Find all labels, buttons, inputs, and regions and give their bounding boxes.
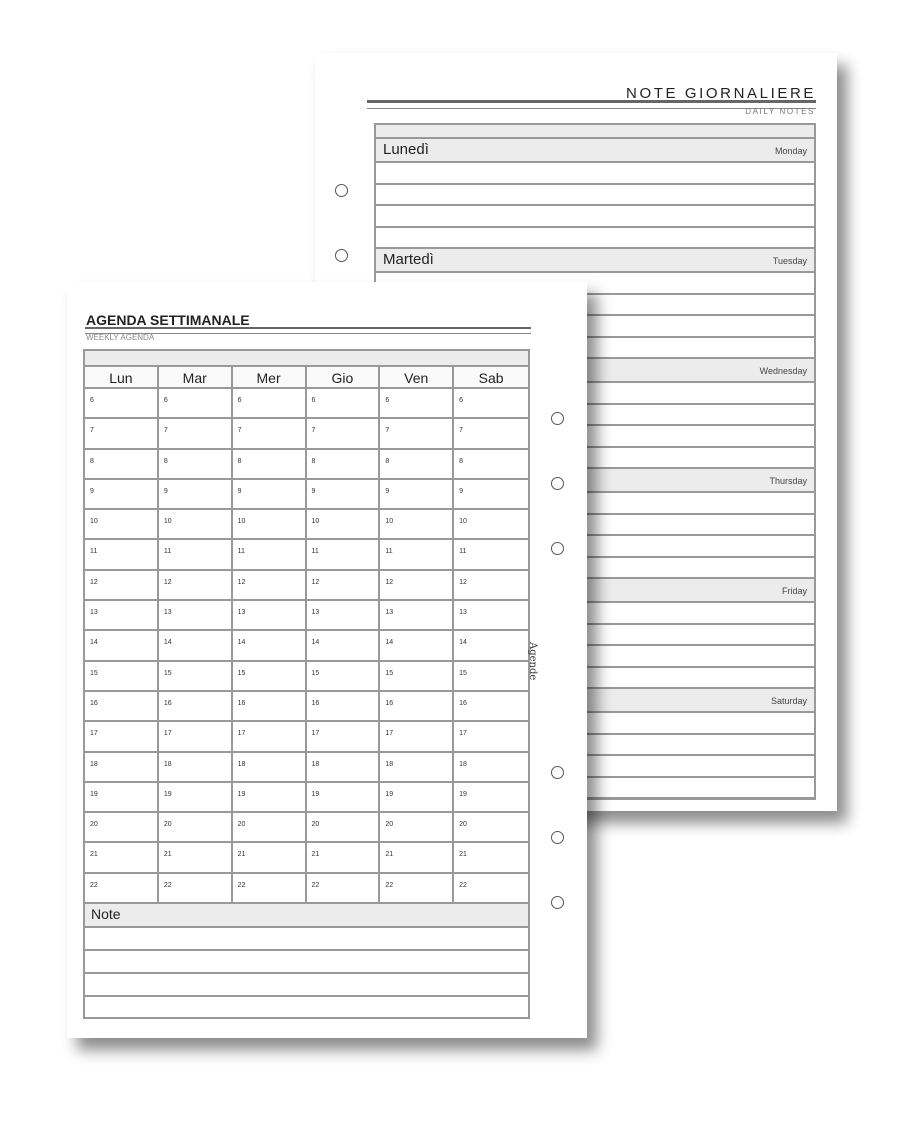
binder-hole	[551, 831, 564, 844]
hour-cell: 22	[380, 874, 454, 904]
hour-cell: 10	[159, 510, 233, 540]
hour-cell: 17	[454, 722, 528, 752]
note-line	[85, 951, 528, 974]
hour-cell: 20	[454, 813, 528, 843]
hour-cell: 7	[85, 419, 159, 449]
note-line	[376, 228, 814, 250]
day-name-en: Monday	[774, 146, 807, 156]
hour-cell: 8	[380, 450, 454, 480]
hour-cell: 21	[380, 843, 454, 873]
daily-notes-subtitle: DAILY NOTES	[745, 107, 815, 116]
day-name-it: Martedì	[383, 251, 434, 268]
hour-cell: 20	[380, 813, 454, 843]
hour-cell: 9	[233, 480, 307, 510]
hour-cell: 8	[159, 450, 233, 480]
note-line	[376, 163, 814, 185]
hour-cell: 6	[159, 389, 233, 419]
day-name-it: Lunedì	[383, 141, 429, 158]
hour-cell: 13	[233, 601, 307, 631]
day-header-cell: Ven	[380, 367, 454, 389]
hour-cell: 10	[85, 510, 159, 540]
hour-cell: 12	[85, 571, 159, 601]
frame-header-strip	[376, 125, 814, 139]
hour-cell: 22	[454, 874, 528, 904]
hour-cell: 6	[380, 389, 454, 419]
weekly-agenda-subtitle: WEEKLY AGENDA	[86, 333, 155, 342]
hour-cell: 20	[85, 813, 159, 843]
hour-cell: 12	[380, 571, 454, 601]
day-name-en: Tuesday	[772, 256, 807, 266]
hour-cell: 11	[85, 540, 159, 570]
day-name-en: Saturday	[770, 696, 807, 706]
note-line	[85, 997, 528, 1020]
hour-cell: 9	[307, 480, 381, 510]
hour-cell: 18	[85, 753, 159, 783]
weekly-agenda-frame	[83, 349, 530, 1019]
binder-hole	[551, 896, 564, 909]
note-line	[376, 206, 814, 228]
weekly-agenda-title: AGENDA SETTIMANALE	[86, 312, 250, 328]
hour-cell: 8	[233, 450, 307, 480]
hour-cell: 17	[380, 722, 454, 752]
hour-cell: 19	[454, 783, 528, 813]
note-line	[85, 928, 528, 951]
day-header-cell: Sab	[454, 367, 528, 389]
brand-logo: Agende	[527, 642, 538, 681]
hour-cell: 10	[454, 510, 528, 540]
hour-cell: 14	[307, 631, 381, 661]
day-header-cell: Mer	[233, 367, 307, 389]
hour-cell: 7	[454, 419, 528, 449]
hour-cell: 11	[454, 540, 528, 570]
hour-cell: 15	[454, 662, 528, 692]
hour-cell: 12	[159, 571, 233, 601]
hour-cell: 18	[380, 753, 454, 783]
hour-cell: 19	[233, 783, 307, 813]
hour-cell: 8	[85, 450, 159, 480]
hour-cell: 16	[454, 692, 528, 722]
hour-cell: 13	[307, 601, 381, 631]
day-name-en: Thursday	[769, 476, 807, 486]
hour-cell: 21	[454, 843, 528, 873]
hour-cell: 20	[307, 813, 381, 843]
hour-cell: 21	[233, 843, 307, 873]
notes-header	[85, 904, 528, 928]
hour-cell: 10	[380, 510, 454, 540]
hour-cell: 16	[380, 692, 454, 722]
hour-cell: 7	[159, 419, 233, 449]
hour-cell: 11	[307, 540, 381, 570]
hour-cell: 14	[85, 631, 159, 661]
hour-cell: 11	[159, 540, 233, 570]
hour-cell: 6	[233, 389, 307, 419]
note-line	[376, 185, 814, 207]
day-name-en: Friday	[781, 586, 807, 596]
frame-header-strip	[85, 351, 528, 367]
hour-cell: 13	[380, 601, 454, 631]
hour-cell: 11	[380, 540, 454, 570]
hour-cell: 18	[307, 753, 381, 783]
hour-cell: 18	[454, 753, 528, 783]
binder-hole	[335, 249, 348, 262]
hour-cell: 9	[159, 480, 233, 510]
hour-cell: 21	[159, 843, 233, 873]
hour-cell: 14	[233, 631, 307, 661]
binder-hole	[551, 412, 564, 425]
hour-cell: 20	[233, 813, 307, 843]
binder-hole	[335, 184, 348, 197]
hour-cell: 9	[85, 480, 159, 510]
agenda-grid	[85, 367, 528, 904]
hour-cell: 17	[307, 722, 381, 752]
hour-cell: 6	[307, 389, 381, 419]
hour-cell: 10	[307, 510, 381, 540]
hour-cell: 12	[454, 571, 528, 601]
hour-cell: 19	[85, 783, 159, 813]
hour-cell: 16	[159, 692, 233, 722]
hour-cell: 15	[159, 662, 233, 692]
hour-cell: 19	[380, 783, 454, 813]
day-header-cell: Lun	[85, 367, 159, 389]
hour-cell: 14	[159, 631, 233, 661]
hour-cell: 8	[454, 450, 528, 480]
hour-cell: 20	[159, 813, 233, 843]
hour-cell: 14	[380, 631, 454, 661]
hour-cell: 15	[233, 662, 307, 692]
hour-cell: 18	[159, 753, 233, 783]
hour-cell: 19	[307, 783, 381, 813]
hour-cell: 6	[85, 389, 159, 419]
hour-cell: 17	[233, 722, 307, 752]
hour-cell: 13	[454, 601, 528, 631]
hour-cell: 16	[233, 692, 307, 722]
binder-hole	[551, 766, 564, 779]
hour-cell: 10	[233, 510, 307, 540]
notes-label: Note	[91, 906, 121, 923]
hour-cell: 13	[159, 601, 233, 631]
daily-notes-title: NOTE GIORNALIERE	[626, 85, 816, 102]
binder-hole	[551, 542, 564, 555]
hour-cell: 9	[380, 480, 454, 510]
hour-cell: 21	[85, 843, 159, 873]
day-header-cell: Mar	[159, 367, 233, 389]
hour-cell: 21	[307, 843, 381, 873]
hour-cell: 8	[307, 450, 381, 480]
note-line	[85, 974, 528, 997]
day-name-en: Wednesday	[759, 366, 807, 376]
hour-cell: 15	[85, 662, 159, 692]
hour-cell: 16	[307, 692, 381, 722]
hour-cell: 22	[233, 874, 307, 904]
weekly-agenda-sheet	[67, 282, 587, 1038]
hour-cell: 12	[233, 571, 307, 601]
day-block	[376, 139, 814, 249]
hour-cell: 7	[233, 419, 307, 449]
hour-cell: 12	[307, 571, 381, 601]
hour-cell: 22	[85, 874, 159, 904]
hour-cell: 6	[454, 389, 528, 419]
hour-cell: 15	[380, 662, 454, 692]
hour-cell: 22	[159, 874, 233, 904]
hour-cell: 9	[454, 480, 528, 510]
day-header	[376, 139, 814, 163]
hour-cell: 17	[85, 722, 159, 752]
hour-cell: 17	[159, 722, 233, 752]
hour-cell: 7	[380, 419, 454, 449]
hour-cell: 7	[307, 419, 381, 449]
day-header-cell: Gio	[307, 367, 381, 389]
binder-hole	[551, 477, 564, 490]
hour-cell: 22	[307, 874, 381, 904]
hour-cell: 13	[85, 601, 159, 631]
hour-cell: 14	[454, 631, 528, 661]
hour-cell: 19	[159, 783, 233, 813]
day-header	[376, 249, 814, 273]
hour-cell: 15	[307, 662, 381, 692]
hour-cell: 11	[233, 540, 307, 570]
hour-cell: 18	[233, 753, 307, 783]
hour-cell: 16	[85, 692, 159, 722]
